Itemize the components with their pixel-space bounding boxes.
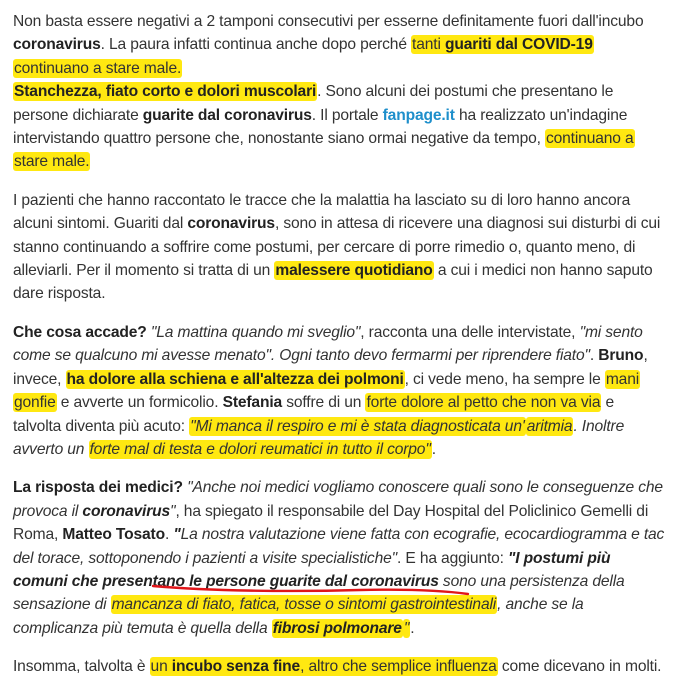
quote: , anche se la complicanza più temuta è quella della [13, 596, 584, 637]
quote-mark: " [173, 526, 181, 544]
text: ha realizzato un'indagine intervistando quattro persone che, nonostante siano ormai negative da tempo, [13, 106, 628, 148]
text: . [410, 619, 415, 637]
paragraph-intro [13, 10, 665, 174]
text: I pazienti che hanno raccontato le tracce che la malattia ha lasciato su di loro hanno ancora alcuni sintomi. Guariti dal [13, 191, 631, 233]
subheading-risposta-medici: La risposta dei medici? [13, 479, 183, 497]
quote-postumi: "I postumi più comuni che presentano le persone guarite dal coronavirus [13, 549, 611, 590]
text: un [150, 658, 172, 676]
highlight-mal-di-testa: forte mal di testa e dolori reumatici in tutto il corpo" [89, 440, 431, 458]
quote: La nostra valutazione viene fatta con ecografie, ecocardiogramma e tac del torace, sottoponendo i pazienti a visite specialistiche" [13, 526, 665, 567]
highlight-quote-respiro: "Mi manca il respiro e mi è stata diagnosticata un' [190, 417, 525, 435]
text: , ha spiegato il responsabile del Day Hospital del Policlinico Gemelli di Roma, [13, 502, 649, 544]
quote: . Inoltre avverto un [13, 417, 625, 458]
quote: "La mattina quando mi sveglio" [150, 323, 361, 341]
text: . E ha aggiunto: [397, 549, 509, 567]
text: , sono in attesa di ricevere una diagnosi sui disturbi di cui stanno continuando a soffrire come postumi, per cercare di porre rimedio o, quanto meno, di alleviarli. Per il momento si tratta di un [13, 215, 661, 280]
highlight-fibrosi: fibrosi polmonare [272, 619, 402, 637]
quote: sono una persistenza della sensazione di [13, 572, 625, 614]
text: . [589, 347, 599, 365]
text: Insomma, talvolta è [13, 658, 150, 676]
text: . La paura infatti continua anche dopo perché [100, 36, 412, 54]
highlight-dolore-petto: forte dolore al petto che non va via [366, 394, 601, 412]
highlight-mani-gonfie: mani gonfie [14, 370, 640, 412]
text: . [431, 440, 436, 458]
keyword-coronavirus: coronavirus [187, 215, 275, 233]
quote: "Anche noi medici vogliamo conoscere quali sono le conseguenze che provoca il [13, 479, 663, 520]
text: . [164, 526, 174, 544]
text: come dicevano in molti. [497, 658, 662, 676]
text: e avverte un formicolio. [56, 394, 223, 412]
keyword-guariti-covid: guariti dal COVID-19 [444, 36, 593, 54]
text: a cui i medici non hanno saputo dare risposta. [13, 262, 653, 303]
highlight-stare-male: continuano a stare male. [14, 130, 634, 171]
highlight-incubo [150, 657, 498, 676]
text: e talvolta diventa più acuto: [13, 394, 615, 435]
subheading-cosa-accade: Che cosa accade? [13, 323, 147, 341]
highlight-mancanza-fiato: mancanza di fiato, fatica, tosse o sintomi gastrointestinali [111, 596, 497, 614]
highlight-symptoms: Stanchezza, fiato corto e dolori muscolari [14, 83, 317, 101]
text: continuano a stare male. [14, 59, 182, 77]
keyword-guarite: guarite dal coronavirus [142, 106, 312, 124]
highlight-aritmia: aritmia [526, 417, 573, 435]
highlight-dolore-schiena: ha dolore alla schiena e all'altezza dei polmoni [66, 370, 404, 388]
article-body [13, 10, 665, 694]
quote-mark: " [403, 619, 410, 637]
name-bruno: Bruno [598, 347, 644, 365]
name-stefania: Stefania [222, 394, 283, 412]
keyword-coronavirus: coronavirus [82, 502, 171, 520]
quote: "mi sento come se qualcuno mi avesse menato". Ogni tanto devo fermarmi per riprendere fiato" [13, 323, 643, 365]
quote-mark: " [170, 502, 176, 520]
text: , racconta una delle intervistate, [360, 323, 580, 341]
text: , altro che semplice influenza [300, 658, 497, 676]
paragraph-patients [13, 189, 665, 306]
text: Non basta essere negativi a 2 tamponi consecutivi per esserne definitamente fuori dall'incubo [13, 13, 644, 30]
highlight-malessere: malessere quotidiano [275, 262, 433, 280]
text: , invece, [13, 347, 648, 388]
fanpage-link[interactable]: fanpage.it [382, 106, 455, 124]
text: soffre di un [282, 394, 366, 412]
name-matteo-tosato: Matteo Tosato [62, 526, 165, 544]
text: . Il portale [311, 106, 383, 124]
keyword-coronavirus: coronavirus [13, 36, 101, 54]
text: tanti [412, 36, 445, 54]
paragraph-conclusion [13, 655, 665, 678]
text: . Sono alcuni dei postumi che presentano le persone dichiarate [13, 83, 614, 124]
paragraph-what-happens [13, 321, 665, 461]
paragraph-doctors [13, 476, 665, 640]
text: , ci vede meno, ha sempre le [404, 370, 605, 388]
keyword-incubo-senza-fine: incubo senza fine [171, 658, 301, 676]
